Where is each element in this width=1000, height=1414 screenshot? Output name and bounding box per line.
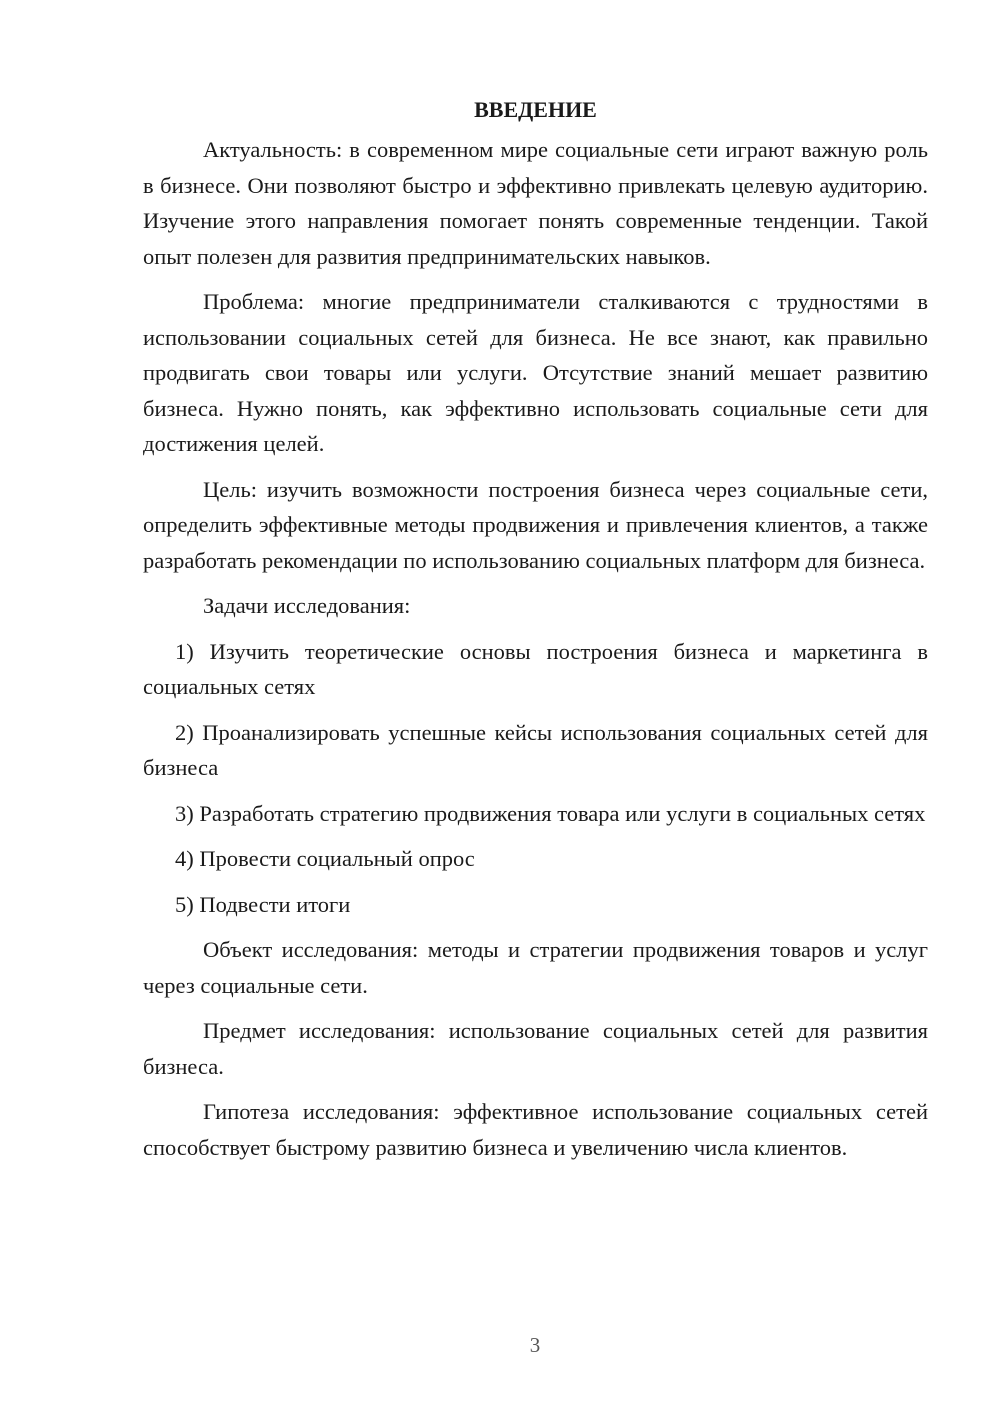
paragraph-relevance: Актуальность: в современном мире социальные сети играют важную роль в бизнесе. Они позволяют быстро и эффективно привлекать целевую аудиторию. Изучение этого направления помогает понять современные тенденции. Такой опыт полезен для развития предпринимательских навыков. [143,137,928,269]
paragraph-problem: Проблема: многие предприниматели сталкиваются с трудностями в использовании социальных сетей для бизнеса. Не все знают, как правильно продвигать свои товары или услуги. Отсутствие знаний мешает развитию бизнеса. Нужно понять, как эффективно использовать социальные сети для достижения целей. [143,289,928,456]
paragraph-subject: Предмет исследования: использование социальных сетей для развития бизнеса. [143,1018,928,1079]
list-item: 4) Провести социальный опрос [175,846,475,871]
list-item: 2) Проанализировать успешные кейсы использования социальных сетей для бизнеса [143,719,928,780]
list-item: 1) Изучить теоретические основы построения бизнеса и маркетинга в социальных сетях [143,638,928,699]
list-item: 5) Подвести итоги [175,891,351,917]
document-page [143,92,928,1175]
tasks-list [143,634,928,923]
paragraph-object: Объект исследования: методы и стратегии продвижения товаров и услуг через социальные сети. [143,937,928,998]
paragraph-hypothesis: Гипотеза исследования: эффективное использование социальных сетей способствует быстрому развитию бизнеса и увеличению числа клиентов. [143,1099,928,1160]
page-number: 3 [529,1333,541,1357]
list-item: 3) Разработать стратегию продвижения товара или услуги в социальных сетях [175,800,926,826]
section-title: ВВЕДЕНИЕ [474,97,597,122]
paragraph-goal: Цель: изучить возможности построения бизнеса через социальные сети, определить эффективные методы продвижения и привлечения клиентов, а также разработать рекомендации по использованию социальных платформ для бизнеса. [143,476,928,573]
tasks-heading: Задачи исследования: [203,593,411,618]
